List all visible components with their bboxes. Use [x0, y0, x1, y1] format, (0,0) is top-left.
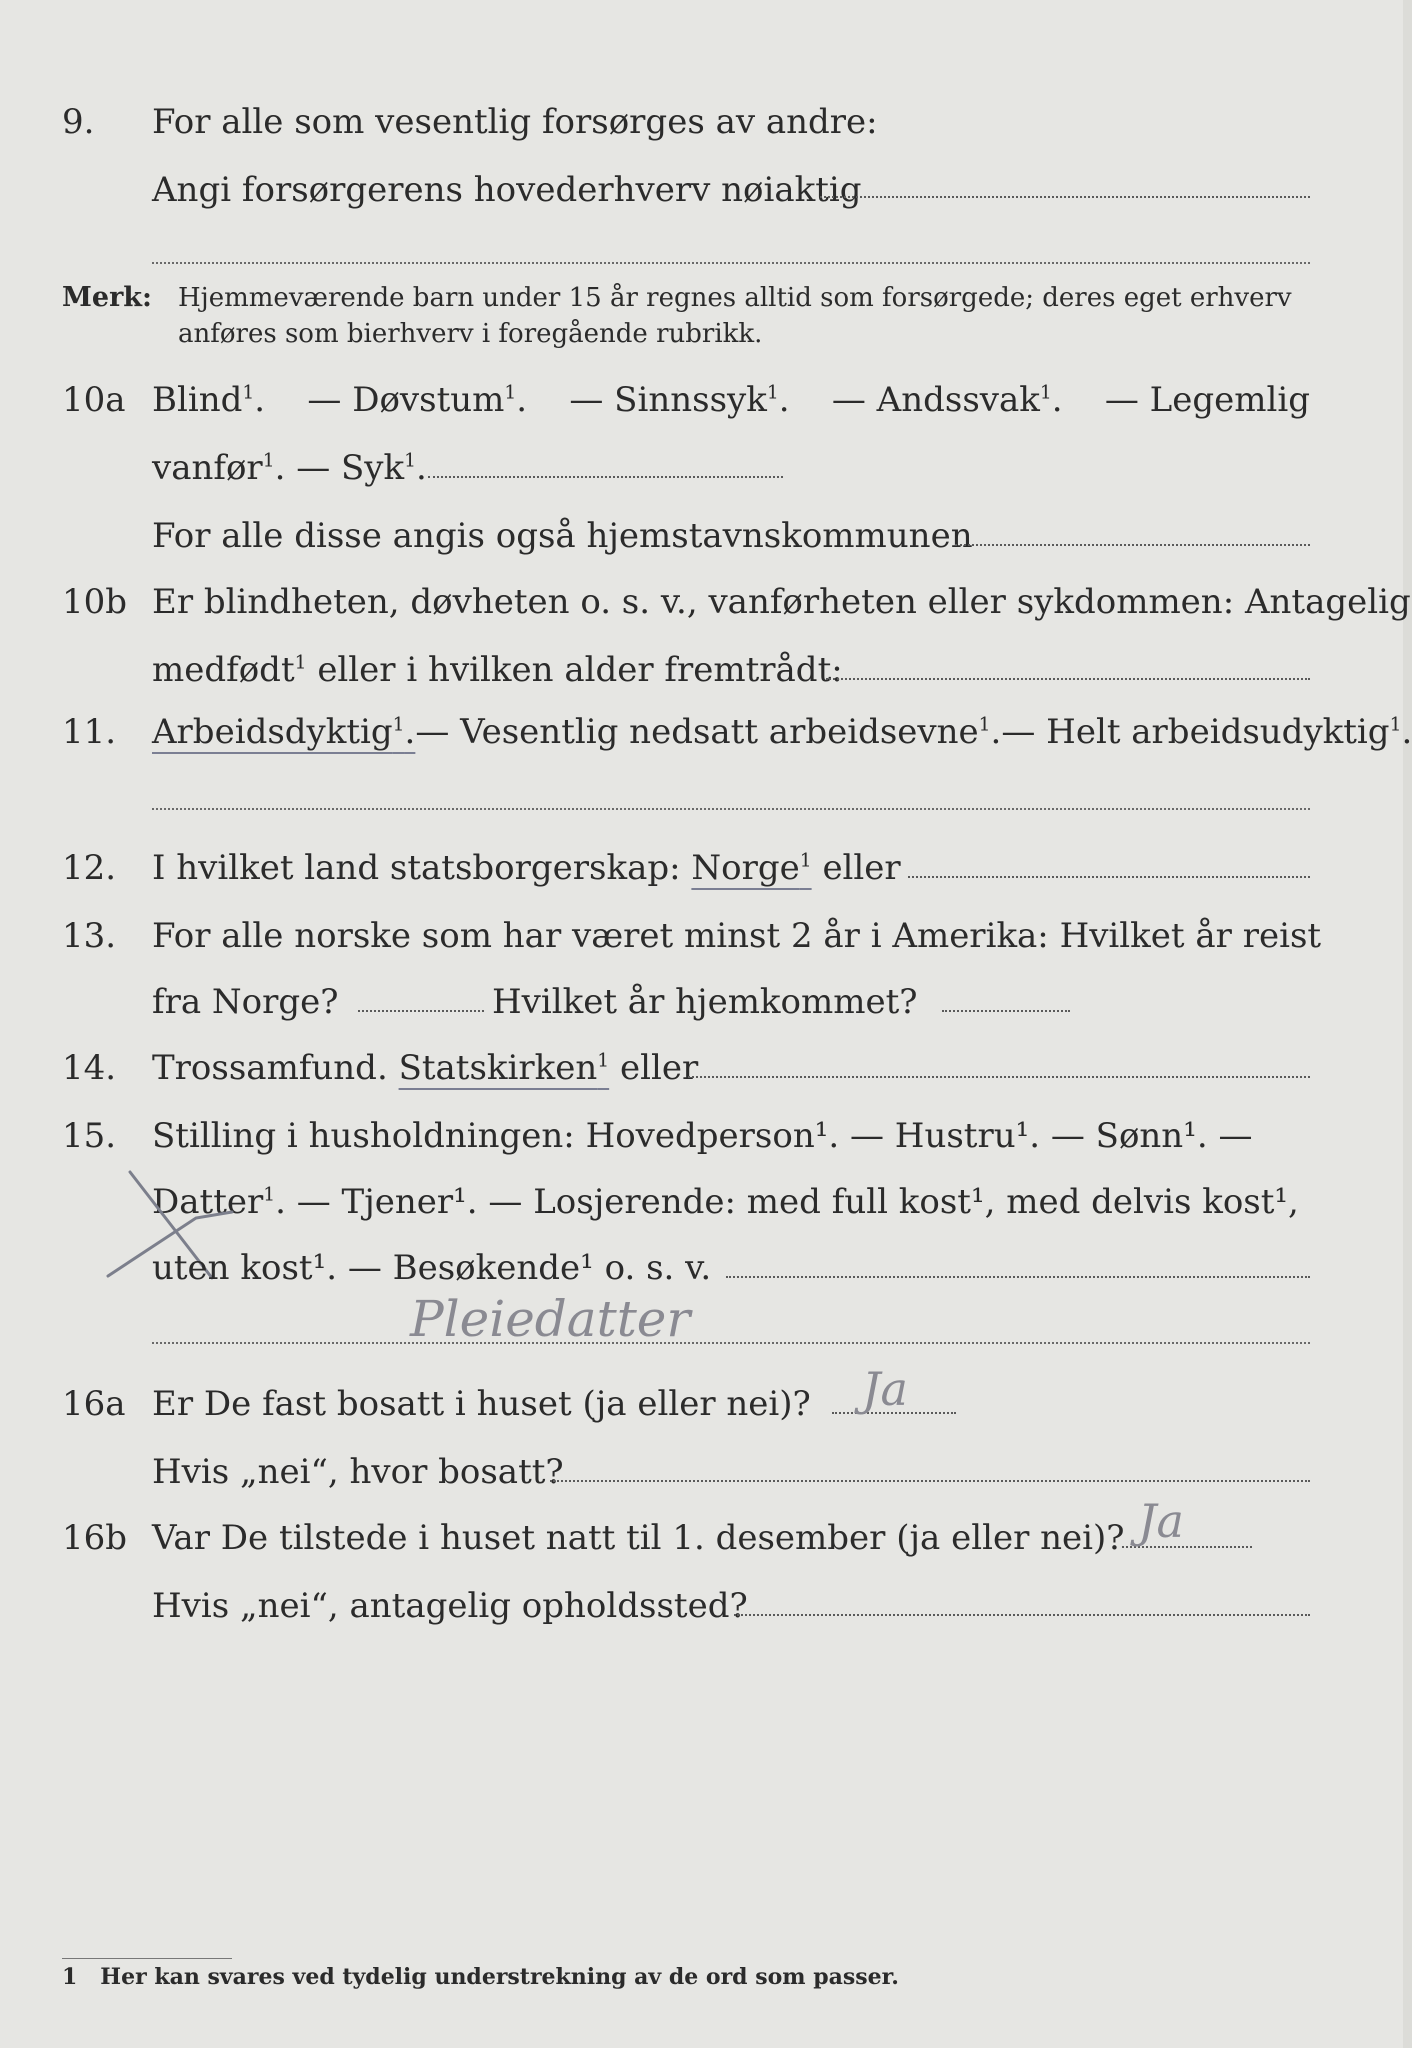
q16b-handwritten-answer: Ja	[1138, 1494, 1184, 1548]
q10a-vanfor-syk[interactable]: vanfør$^1$. — Syk$^1$.	[152, 448, 427, 488]
q16b-question: Var De tilstede i huset natt til 1. desember (ja eller nei)?	[152, 1518, 1125, 1558]
merk-text: Hjemmeværende barn under 15 år regnes alltid som forsørgede; deres eget erhverv anføres som bierhverv i foregående rubrikk.	[178, 283, 1292, 349]
q16a-line2	[0, 1442, 1403, 1502]
q12-number: 12.	[62, 848, 117, 888]
q13-hjemkommet-prompt: Hvilket år hjemkommet?	[492, 982, 918, 1022]
q16a-bosatt-prompt: Hvis „nei“, hvor bosatt?	[152, 1452, 564, 1492]
q10a-line3	[0, 506, 1403, 566]
q15-question: Stilling i husholdningen: Hovedperson¹. — Hustru¹. — Sønn¹. —	[152, 1116, 1253, 1156]
q16a-question: Er De fast bosatt i huset (ja eller nei)?	[152, 1384, 811, 1424]
q15-line3-text: uten kost¹. — Besøkende¹ o. s. v.	[152, 1248, 712, 1288]
q10a-option-sinnssyk[interactable]: — Sinnssyk$^1$.	[569, 380, 790, 420]
q10b-alder-prompt: medfødt$^1$ eller i hvilken alder fremtrådt:	[152, 650, 843, 690]
q9-occupation-prompt: Angi forsørgerens hovederhverv nøiaktig	[152, 170, 862, 210]
q10b-line2	[0, 640, 1403, 700]
q13-number: 13.	[62, 916, 117, 956]
q10a-hjemstavn-prompt: For alle disse angis også hjemstavnskommunen	[152, 516, 973, 556]
q15-line3	[0, 1238, 1403, 1298]
q13-hjemkommet-field[interactable]	[942, 1010, 1070, 1012]
q10a-option-blind[interactable]: Blind$^1$.	[152, 380, 266, 420]
q10a-number: 10a	[62, 380, 126, 420]
q13-line1	[0, 906, 1403, 966]
q15-number: 15.	[62, 1116, 117, 1156]
q9-question: For alle som vesentlig forsørges av andre:	[152, 102, 878, 142]
q11-option-udyktig[interactable]: — Helt arbeidsudyktig$^1$.	[1001, 712, 1412, 752]
q9-extra-field[interactable]	[152, 262, 1310, 264]
q14-line	[0, 1038, 1403, 1098]
q14-choice-statskirken[interactable]: Statskirken$^1$	[398, 1048, 610, 1088]
q15-line2-text: Datter$^1$. — Tjener¹. — Losjerende: med full kost¹, med delvis kost¹,	[152, 1182, 1299, 1222]
q9-line2	[0, 160, 1403, 220]
q13-reist-field[interactable]	[358, 1010, 484, 1012]
q10a-line1	[0, 370, 1403, 430]
q16a-number: 16a	[62, 1384, 126, 1424]
q11-line	[0, 702, 1412, 762]
q13-reist-prompt: fra Norge?	[152, 982, 339, 1022]
q16a-handwritten-answer: Ja	[862, 1362, 908, 1416]
footnote-text: Her kan svares ved tydelig understrekning av de ord som passer.	[100, 1964, 899, 1990]
footnote-mark: 1	[62, 1964, 78, 1990]
q12-choice-norge[interactable]: Norge$^1$	[691, 848, 812, 888]
q12-question: I hvilket land statsborgerskap: Norge$^1$ eller	[152, 848, 901, 888]
q11-number: 11.	[62, 712, 117, 752]
merk-label: Merk:	[62, 282, 152, 313]
q16b-number: 16b	[62, 1518, 128, 1558]
q9-answer-field[interactable]	[820, 196, 1310, 198]
footnote-rule	[62, 1958, 232, 1959]
q10b-answer-field[interactable]	[826, 678, 1310, 680]
q13-question: For alle norske som har været minst 2 år i Amerika: Hvilket år reist	[152, 916, 1322, 956]
q11-extra-field[interactable]	[152, 808, 1310, 810]
q10a-options	[152, 370, 1310, 430]
q15-handwritten-answer: Pleiedatter	[410, 1290, 691, 1348]
q10a-option-dovstum[interactable]: — Døvstum$^1$.	[307, 380, 528, 420]
q10a-line2	[0, 438, 1403, 498]
q16b-opholdssted-field[interactable]	[734, 1614, 1310, 1616]
q9-line1	[0, 92, 1403, 152]
q16a-bosatt-field[interactable]	[550, 1480, 1310, 1482]
q11-option-nedsatt[interactable]: — Vesentlig nedsatt arbeidsevne$^1$.	[415, 712, 1002, 752]
footnote	[62, 1964, 899, 1990]
q14-question: Trossamfund. Statskirken$^1$ eller	[152, 1048, 699, 1088]
q10a-syk-field[interactable]	[428, 476, 783, 478]
q9-number: 9.	[62, 102, 95, 142]
q11-option-arbeidsdyktig[interactable]: Arbeidsdyktig$^1$.	[152, 712, 416, 752]
q14-number: 14.	[62, 1048, 117, 1088]
q10a-option-legemlig[interactable]: — Legemlig	[1104, 380, 1310, 420]
q16a-line1	[0, 1374, 1403, 1434]
q10a-option-andssvak[interactable]: — Andssvak$^1$.	[831, 380, 1063, 420]
q15-option-datter[interactable]: Datter$^1$.	[152, 1182, 286, 1222]
q15-line1	[0, 1106, 1403, 1166]
q14-answer-field[interactable]	[688, 1076, 1310, 1078]
q16b-opholdssted-prompt: Hvis „nei“, antagelig opholdssted?	[152, 1586, 748, 1626]
q10b-number: 10b	[62, 582, 128, 622]
q12-line	[0, 838, 1403, 898]
q13-line2	[0, 972, 1403, 1032]
q10a-hjemstavn-field[interactable]	[955, 544, 1310, 546]
q10b-line1	[0, 572, 1411, 632]
q15-extra-field[interactable]	[152, 1342, 1310, 1344]
q15-answer-field[interactable]	[726, 1276, 1310, 1278]
q11-options	[152, 702, 1412, 762]
q10b-question: Er blindheten, døvheten o. s. v., vanførheten eller sykdommen: Antagelig	[152, 582, 1411, 622]
q12-answer-field[interactable]	[908, 876, 1310, 878]
q16b-line1	[0, 1508, 1403, 1568]
q16b-line2	[0, 1576, 1403, 1636]
